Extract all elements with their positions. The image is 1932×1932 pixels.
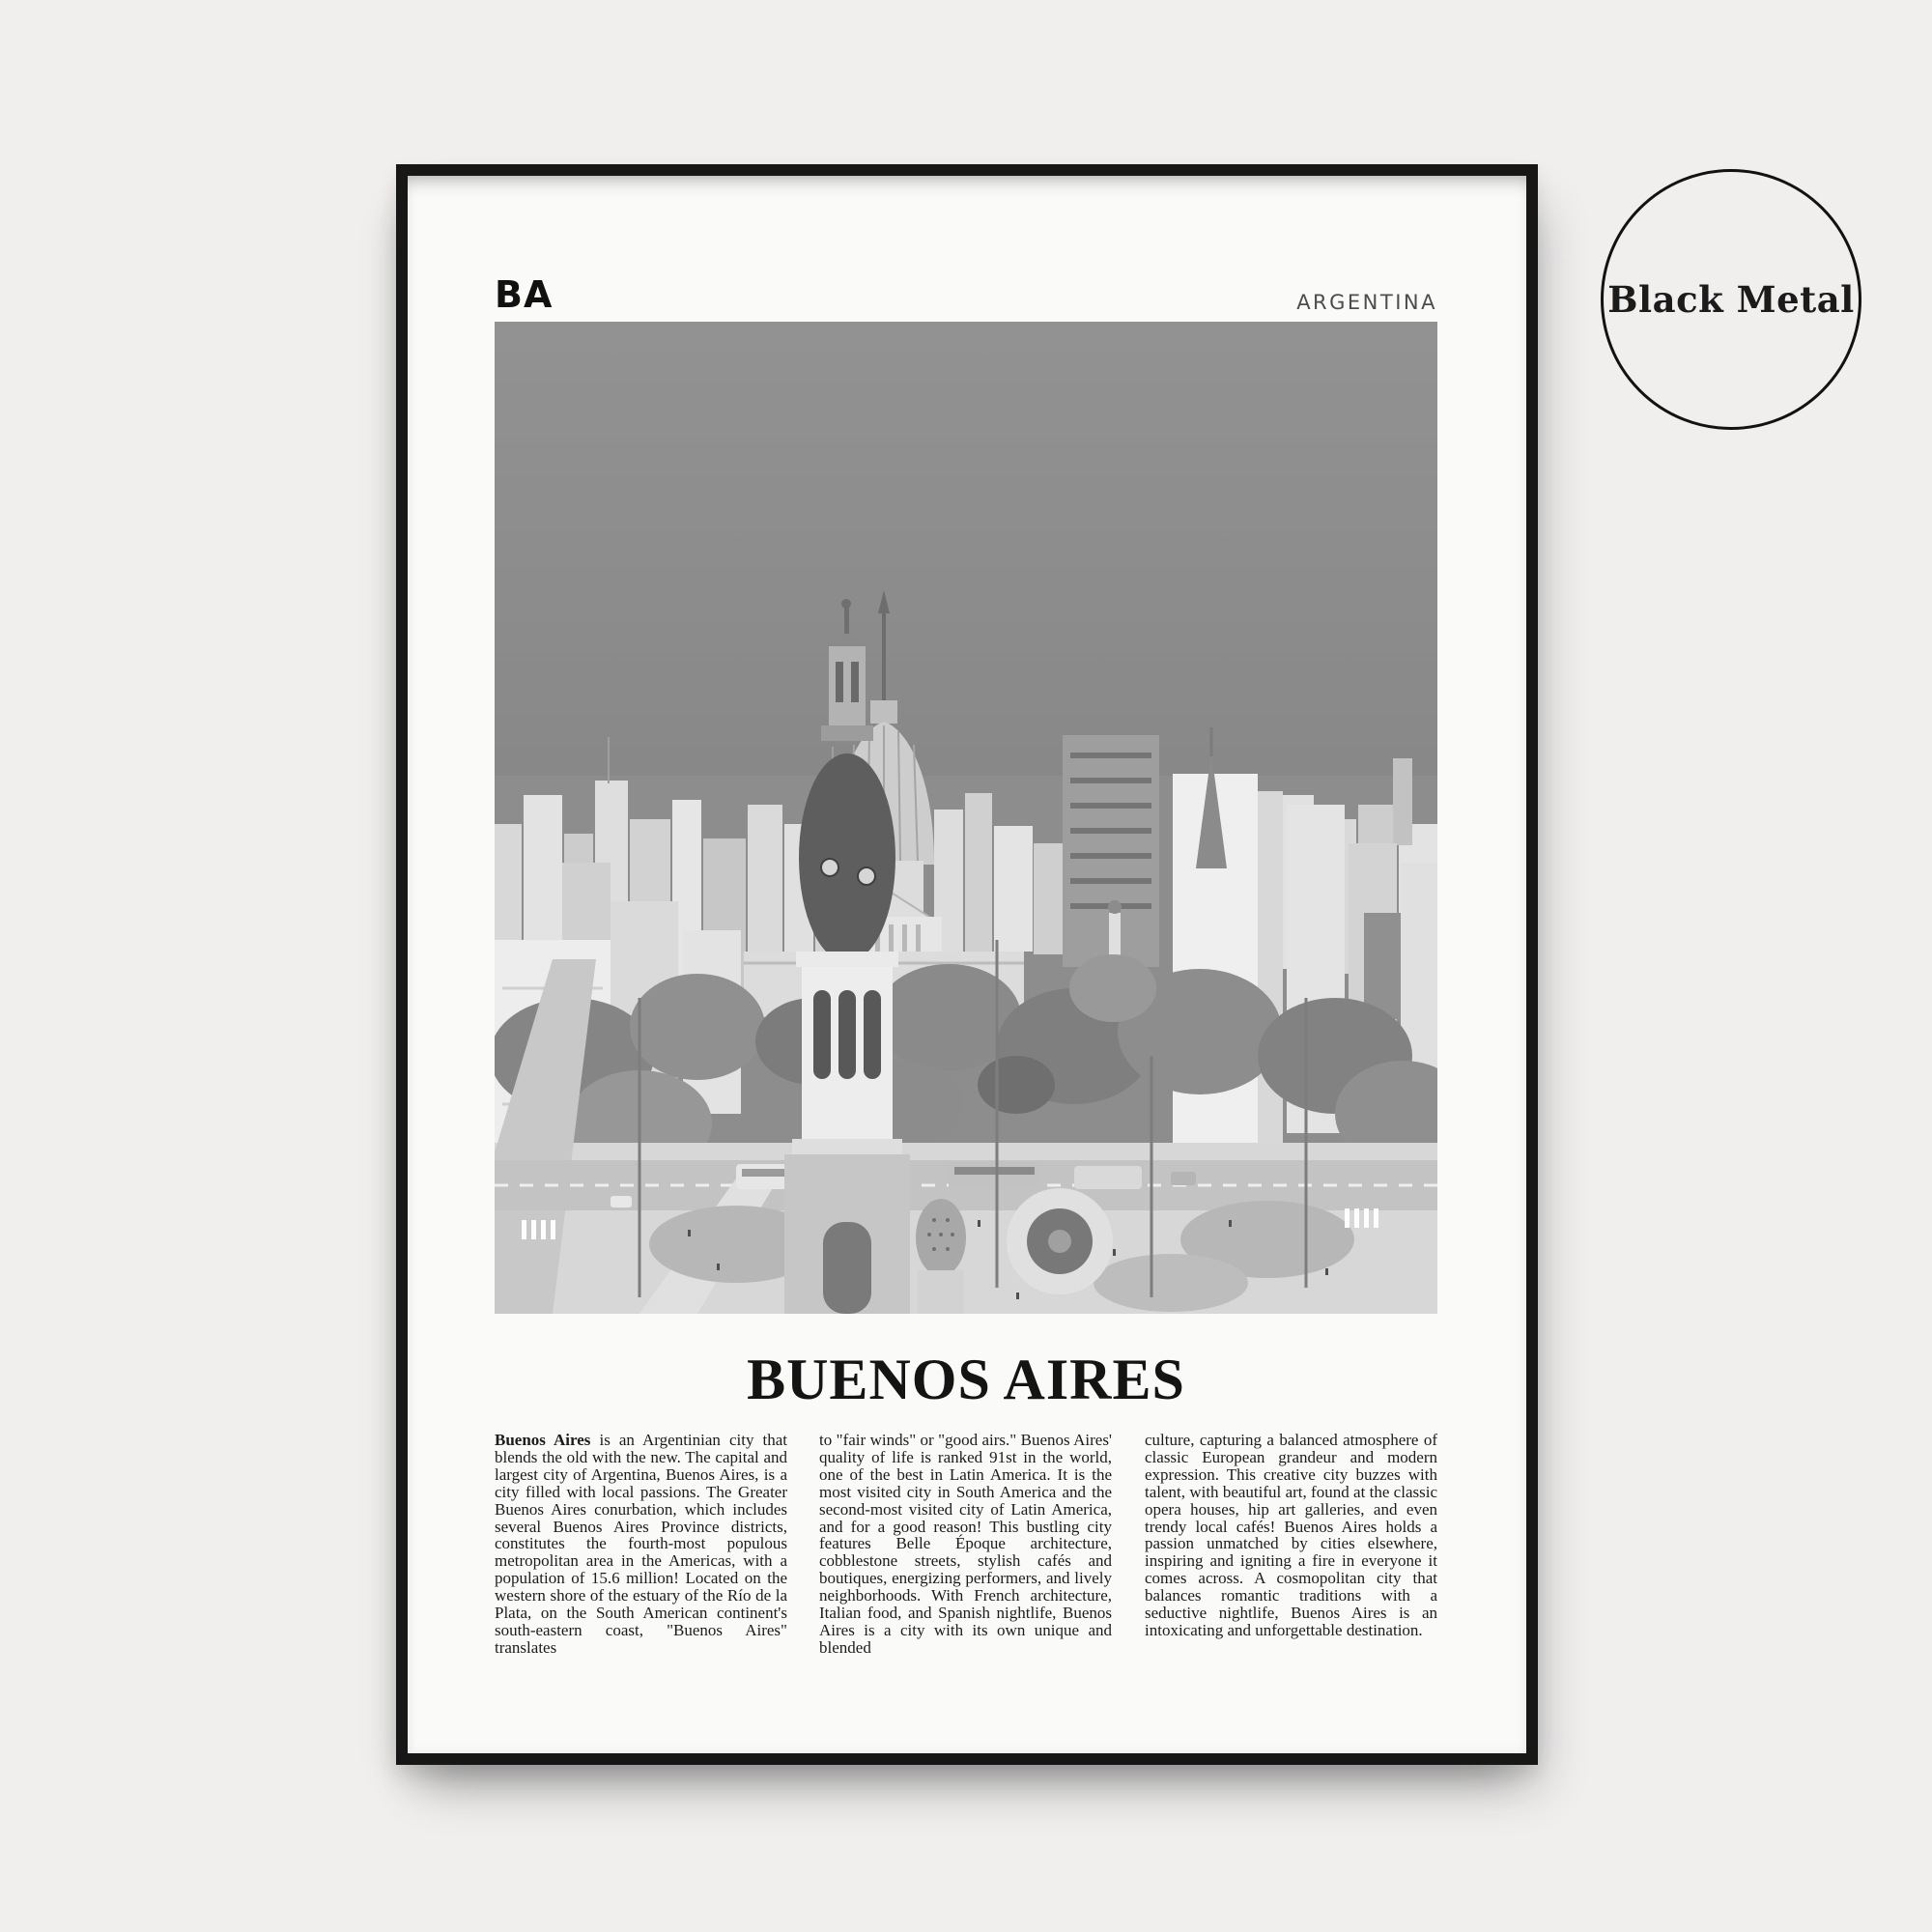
country-label: ARGENTINA: [1296, 291, 1437, 314]
article-column-1-text: is an Argentinian city that blends the old with the new. The capital and largest city of Argentina, Buenos Aires, is a city filled with local passions. The Greater Buenos Aires conurbation, which includes several Buenos Aires Province districts, constitutes the fourth-most populous metropolitan area in the Americas, with a population of 15.6 million! Located on the western shore of the estuary of the Río de la Plata, on the South American continent's south-eastern coast, "Buenos Aires" translates: [495, 1432, 787, 1657]
frame-material-label: Black Metal: [1607, 278, 1855, 321]
poster: [408, 176, 1526, 1753]
city-photo-illustration: [495, 322, 1437, 1314]
article-column-2: [819, 1432, 1112, 1660]
article-column-2-text: to "fair winds" or "good airs." Buenos Aires' quality of life is ranked 91st in the world, one of the best in Latin America. It is the most visited city in South America and the second-most visited city of Latin America, and for a good reason! This bustling city features Belle Époque architecture, cobblestone streets, stylish cafés and boutiques, energizing performers, and lively neighborhoods. With French architecture, Italian food, and Spanish nightlife, Buenos Aires is a city with its own unique and blended: [819, 1432, 1112, 1657]
article-column-3: [1145, 1432, 1437, 1660]
city-photo: [495, 322, 1437, 1314]
article: [495, 1432, 1437, 1660]
city-abbr-label: BA: [495, 273, 554, 316]
frame-material-badge: [1601, 169, 1861, 430]
article-lead: Buenos Aires: [495, 1432, 591, 1449]
picture-frame: [396, 164, 1538, 1765]
article-column-1: [495, 1432, 787, 1660]
article-column-3-text: culture, capturing a balanced atmosphere of classic European grandeur and modern expression. This creative city buzzes with talent, with beautiful art, found at the classic opera houses, hip art galleries, and even trendy local cafés! Buenos Aires holds a passion unmatched by cities elsewhere, inspiring and igniting a fire in everyone it comes across. A cosmopolitan city that balances romantic traditions with a seductive nightlife, Buenos Aires is an intoxicating and unforgettable destination.: [1145, 1432, 1437, 1639]
poster-title: BUENOS AIRES: [747, 1348, 1185, 1411]
